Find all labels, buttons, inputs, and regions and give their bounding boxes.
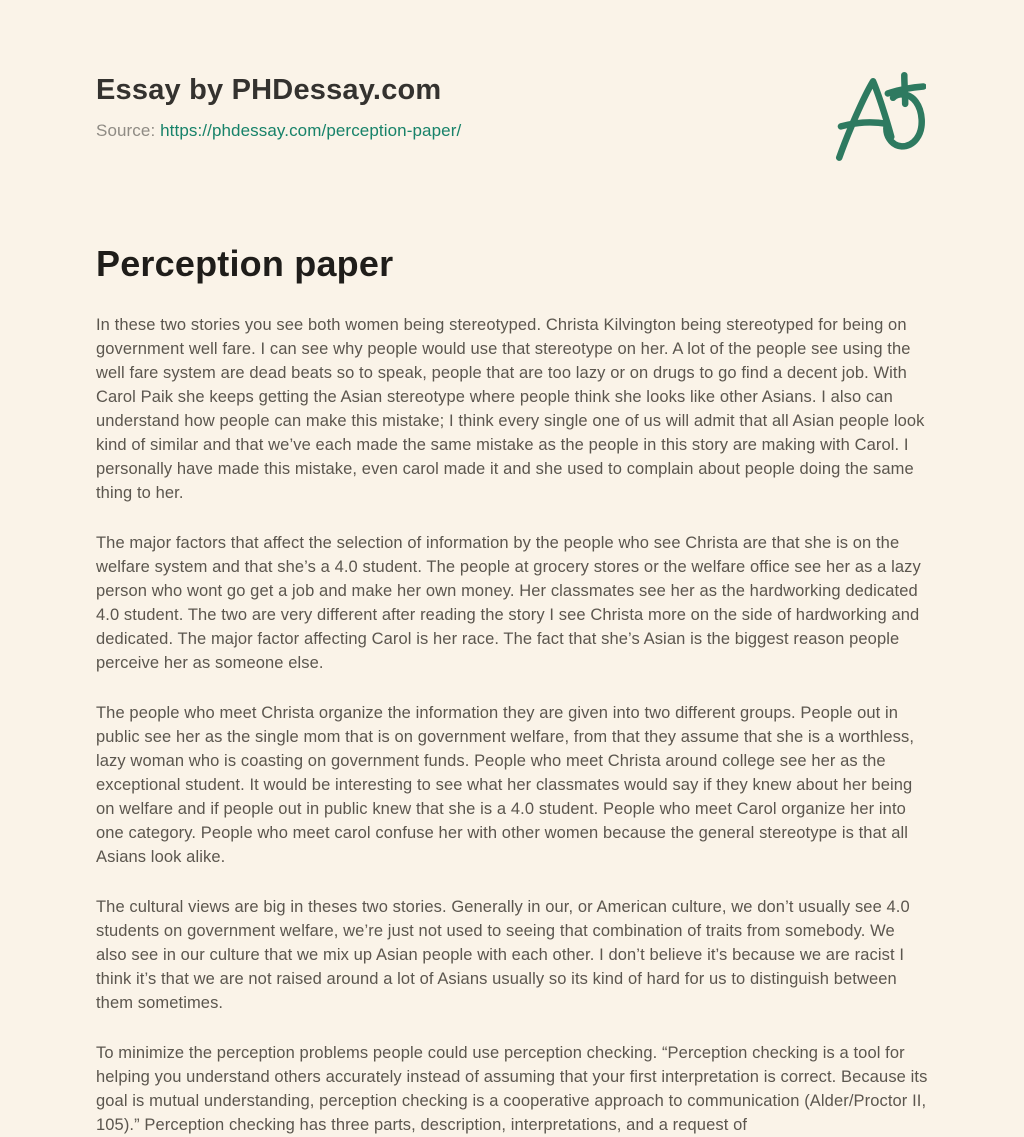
header-text-block [96, 74, 461, 141]
source-label: Source: [96, 121, 156, 140]
essay-paragraph-4: The cultural views are big in theses two stories. Generally in our, or American culture, we don’t usually see 4.0 students on government welfare, we’re just not used to seeing that combination of traits from somebody. We also see in our culture that we mix up Asian people with each other. I don’t believe it’s because we are racist I think it’s that we are not raised around a lot of Asians usually so its kind of hard for us to distinguish between them sometimes. [96, 898, 910, 1012]
essay-paragraph-5: To minimize the perception problems people could use perception checking. “Perception checking is a tool for helping you understand others accurately instead of assuming that your first interpretation is correct. Because its goal is mutual understanding, perception checking is a cooperative approach to communication (Alder/Proctor II, 105).” Perception checking has three parts, description, interpretations, and a request of [96, 1044, 928, 1134]
essay-paragraph-2: The major factors that affect the selection of information by the people who see Christa are that she is on the welfare system and that she’s a 4.0 student. The people at grocery stores or the welfare office see her as a lazy person who wont go get a job and make her own money. Her classmates see her as the hardworking dedicated 4.0 student. The two are very different after reading the story I see Christa more on the side of hardworking and dedicated. The major factor affecting Carol is her race. The fact that she’s Asian is the biggest reason people perceive her as someone else. [96, 534, 921, 672]
site-title: Essay by PHDessay.com [96, 74, 442, 106]
essay-paragraph-1: In these two stories you see both women being stereotyped. Christa Kilvington being stereotyped for being on government well fare. I can see why people would use that stereotype on her. A lot of the people see using the well fare system are dead beats so to speak, people that are too lazy or on drugs to go find a decent job. With Carol Paik she keeps getting the Asian stereotype where people think she looks like other Asians. I also can understand how people can make this mistake; I think every single one of us will admit that all Asian people look kind of similar and that we’ve each made the same mistake as the people in this story are making with Carol. I personally have made this mistake, even carol made it and she used to complain about people doing the same thing to her. [96, 316, 925, 502]
essay-body [96, 313, 928, 1137]
a-plus-grade-icon [834, 70, 926, 167]
source-link[interactable]: https://phdessay.com/perception-paper/ [160, 121, 462, 140]
page-header [96, 74, 928, 167]
source-line [96, 121, 461, 141]
essay-title: Perception paper [96, 243, 394, 284]
essay-paragraph-3: The people who meet Christa organize the information they are given into two different groups. People out in public see her as the single mom that is on government welfare, from that they assume that she is a worthless, lazy woman who is coasting on government funds. People who meet Christa around college see her as the exceptional student. It would be interesting to see what her classmates would say if they knew about her being on welfare and if people out in public knew that she is a 4.0 student. People who meet Carol organize her into one category. People who meet carol confuse her with other women because the general stereotype is that all Asians look alike. [96, 704, 915, 866]
